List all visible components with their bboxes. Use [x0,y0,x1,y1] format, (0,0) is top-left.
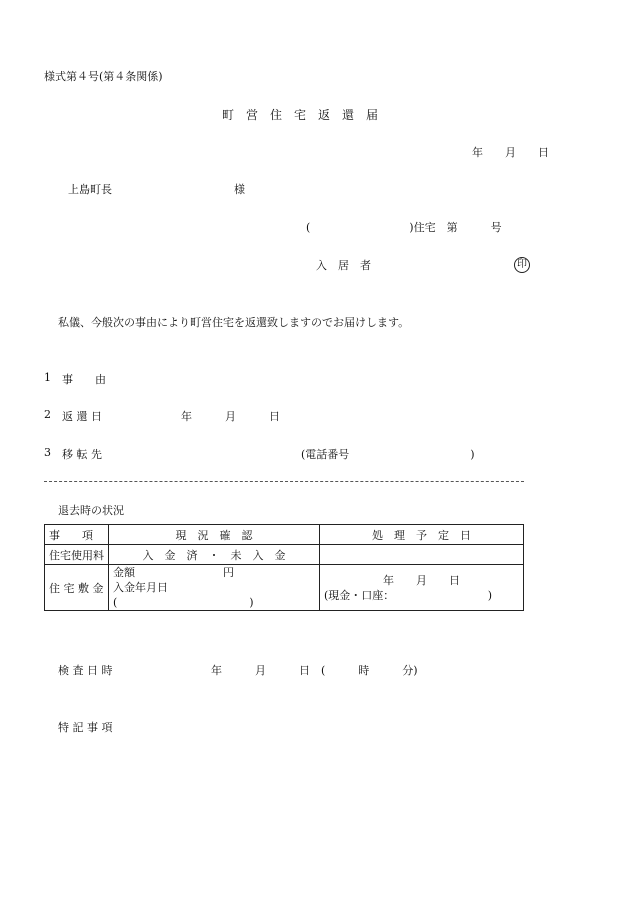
deposit-payment-method: (現金・口座： ) [324,588,493,602]
row-deposit-item: 住 宅 敷 金 [45,565,109,611]
seal-icon: 印 [514,257,530,273]
item-3-label: 移 転 先 [62,448,102,461]
deposit-amount: 金額 円 [113,566,234,579]
form-number: 様式第４号(第４条関係) [44,70,163,83]
row-deposit-schedule [320,565,524,611]
resident-label: 入 居 者 [316,259,371,272]
cut-line-divider [44,481,524,482]
header-schedule: 処 理 予 定 日 [320,525,524,545]
page-title: 町 営 住 宅 返 還 届 [222,108,379,122]
table-row [45,565,524,611]
item-2-number: 2 [44,408,51,421]
deposit-date: 入金年月日 ( ) [113,581,254,609]
row-rent-item: 住宅使用料 [45,545,109,565]
date-line: 年 月 日 [472,146,549,159]
header-status: 現 況 確 認 [109,525,320,545]
statement-text: 私儀、今般次の事由により町営住宅を返還致しますのでお届けします。 [58,316,410,329]
header-item: 事 項 [45,525,109,545]
inspection-value: 年 月 日 ( 時 分) [211,664,418,677]
inspection-label: 検 査 日 時 [58,664,113,677]
status-table [44,524,524,611]
recipient-honorific: 様 [234,183,245,196]
remarks-label: 特 記 事 項 [58,721,113,734]
deposit-schedule-date: 年 月 日 [383,573,460,587]
item-1-label: 事 由 [62,373,106,386]
row-deposit-status [109,565,320,611]
item-2-value: 年 月 日 [181,410,280,423]
housing-number-line: ( )住宅 第 号 [306,221,502,234]
recipient-name: 上島町長 [68,183,112,196]
row-rent-status: 入 金 済 ・ 未 入 金 [109,545,320,565]
seal-mark [514,257,530,273]
status-heading: 退去時の状況 [58,504,124,517]
item-2-label: 返 還 日 [62,410,102,423]
table-header-row [45,525,524,545]
item-3-value: (電話番号 ) [301,448,475,461]
item-3-number: 3 [44,446,51,459]
item-1-number: 1 [44,371,51,384]
row-rent-schedule [320,545,524,565]
table-row [45,545,524,565]
